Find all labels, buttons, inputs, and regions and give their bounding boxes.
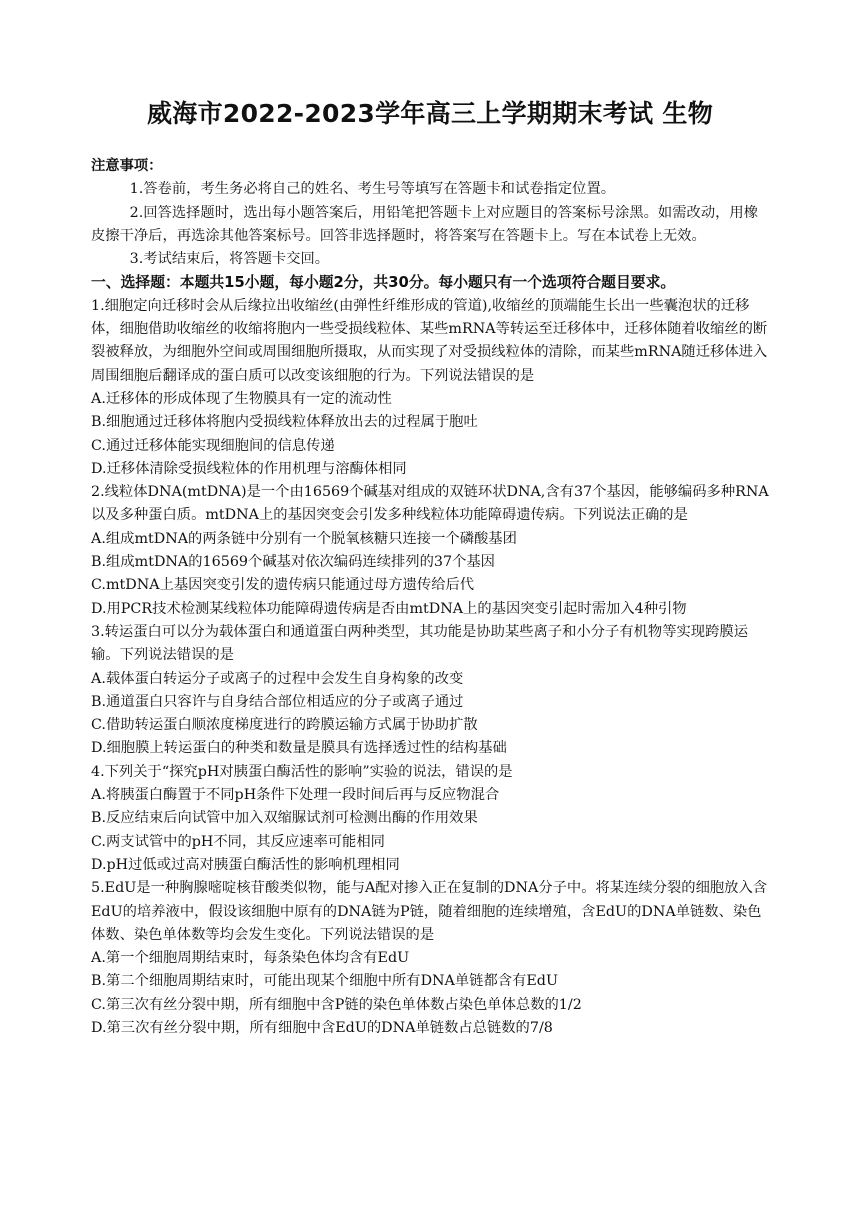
question-stem: 5.EdU是一种胸腺嘧啶核苷酸类似物，能与A配对掺入正在复制的DNA分子中。将某连续分裂的细胞放入含EdU的培养液中，假设该细胞中原有的DNA链为P链，随着细胞的连续增殖，含EdU的DNA单链数、染色体数、染色单体数等均会发生变化。下列说法错误的是 [91, 880, 768, 943]
question-option: C.第三次有丝分裂中期，所有细胞中含P链的染色单体数占染色单体总数的1/2 [91, 996, 582, 1013]
question-option: B.组成mtDNA的16569个碱基对依次编码连续排列的37个基因 [91, 554, 495, 571]
question-option: B.反应结束后向试管中加入双缩脲试剂可检测出酶的作用效果 [91, 810, 478, 827]
exam-content [91, 155, 771, 1040]
question-stem: 4.下列关于“探究pH对胰蛋白酶活性的影响”实验的说法，错误的是 [91, 763, 513, 780]
question-option: C.mtDNA上基因突变引发的遗传病只能通过母方遗传给后代 [91, 577, 475, 594]
question-stem: 3.转运蛋白可以分为载体蛋白和通道蛋白两种类型，其功能是协助某些离子和小分子有机物等实现跨膜运输。下列说法错误的是 [91, 623, 748, 664]
question-option: A.将胰蛋白酶置于不同pH条件下处理一段时间后再与反应物混合 [91, 787, 500, 804]
question-option: A.载体蛋白转运分子或离子的过程中会发生自身构象的改变 [91, 670, 464, 687]
question-option: A.迁移体的形成体现了生物膜具有一定的流动性 [91, 390, 392, 407]
question-option: B.第二个细胞周期结束时，可能出现某个细胞中所有DNA单链都含有EdU [91, 973, 558, 990]
exam-title: 威海市2022-2023学年高三上学期期末考试 生物 [146, 99, 714, 128]
question-option: C.两支试管中的pH不同，其反应速率可能相同 [91, 833, 385, 850]
section-heading: 一、选择题：本题共15小题，每小题2分，共30分。每小题只有一个选项符合题目要求。 [91, 274, 676, 292]
question-option: D.细胞膜上转运蛋白的种类和数量是膜具有选择透过性的结构基础 [91, 740, 507, 757]
question-option: B.通道蛋白只容许与自身结合部位相适应的分子或离子通过 [91, 693, 464, 710]
question-option: B.细胞通过迁移体将胞内受损线粒体释放出去的过程属于胞吐 [91, 414, 478, 431]
question-option: A.组成mtDNA的两条链中分别有一个脱氧核糖只连接一个磷酸基团 [91, 530, 517, 547]
notice-item: 2.回答选择题时，选出每小题答案后，用铅笔把答题卡上对应题目的答案标号涂黑。如需改动，用橡皮擦干净后，再选涂其他答案标号。回答非选择题时，将答案写在答题卡上。写在本试卷上无效。 [91, 204, 759, 244]
question-option: D.第三次有丝分裂中期，所有细胞中含EdU的DNA单链数占总链数的7/8 [91, 1019, 553, 1036]
notice-heading: 注意事项： [91, 158, 163, 174]
question-option: C.通过迁移体能实现细胞间的信息传递 [91, 437, 335, 454]
notice-item: 1.答卷前，考生务必将自己的姓名、考生号等填写在答题卡和试卷指定位置。 [129, 181, 616, 198]
notice-item: 3.考试结束后，将答题卡交回。 [129, 251, 330, 268]
question-option: C.借助转运蛋白顺浓度梯度进行的跨膜运输方式属于协助扩散 [91, 717, 478, 734]
question-option: D.pH过低或过高对胰蛋白酶活性的影响机理相同 [91, 856, 400, 873]
question-stem: 1.细胞定向迁移时会从后缘拉出收缩丝(由弹性纤维形成的管道),收缩丝的顶端能生长出一些囊泡状的迁移体，细胞借助收缩丝的收缩将胞内一些受损线粒体、某些mRNA等转运至迁移体中，迁移体随着收缩丝的断裂被释放，为细胞外空间或周围细胞所摄取，从而实现了对受损线粒体的清除，而某些mRNA随迁移体进入周围细胞后翻译成的蛋白质可以改变该细胞的行为。下列说法错误的是 [91, 297, 768, 384]
question-option: D.用PCR技术检测某线粒体功能障碍遗传病是否由mtDNA上的基因突变引起时需加入4种引物 [91, 600, 687, 617]
question-stem: 2.线粒体DNA(mtDNA)是一个由16569个碱基对组成的双链环状DNA,含有37个基因，能够编码多种RNA以及多种蛋白质。mtDNA上的基因突变会引发多种线粒体功能障碍遗传病。下列说法正确的是 [91, 484, 769, 524]
question-option: A.第一个细胞周期结束时，每条染色体均含有EdU [91, 950, 410, 967]
question-option: D.迁移体清除受损线粒体的作用机理与溶酶体相同 [91, 460, 407, 477]
